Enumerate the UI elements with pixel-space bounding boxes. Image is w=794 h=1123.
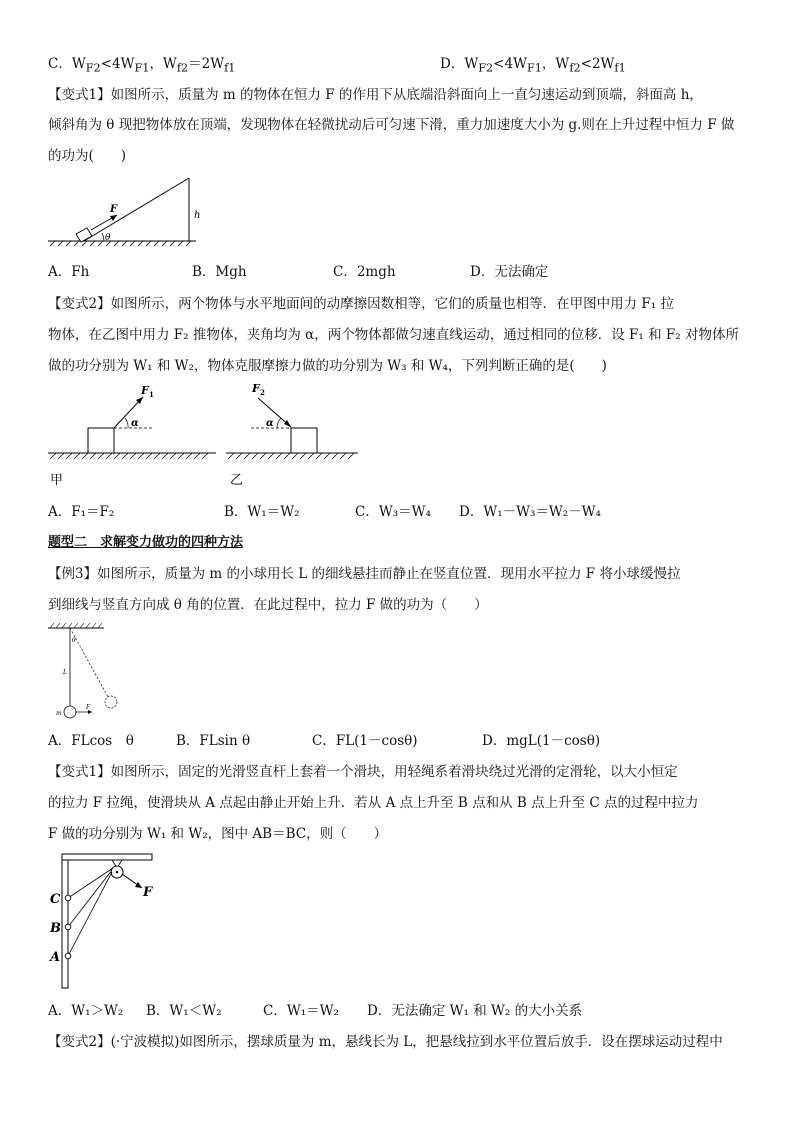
v1-opt-d: D．无法确定 — [470, 264, 549, 280]
ex3-line2: 到细线与竖直方向成 θ 角的位置．在此过程中，拉力 F 做的功为（ ） — [48, 597, 488, 613]
ex3-opt-a: A．FLcos θ — [48, 733, 134, 749]
label-F2-sub: 2 — [260, 388, 265, 397]
v1-line1: 【变式1】如图所示，质量为 m 的物体在恒力 F 的作用下从底端沿斜面向上一直匀速运动到顶端，斜面高 h， — [48, 87, 703, 103]
block-jia — [88, 428, 114, 453]
v3-opt-c: C．W₁＝W₂ — [263, 1003, 339, 1019]
v2-line3: 做的功分别为 W₁ 和 W₂，物体克服摩擦力做的功分别为 W₃ 和 W₄，下列判断正确的是( ) — [48, 358, 607, 374]
label-F: F — [86, 704, 91, 711]
v2-line2: 物体，在乙图中用力 F₂ 推物体，夹角均为 α，两个物体都做匀速直线运动，通过相同的位移．设 F₁ 和 F₂ 对物体所 — [48, 327, 739, 343]
v2-opt-a: A．F₁＝F₂ — [48, 504, 115, 520]
v4-line1: 【变式2】(·宁波模拟)如图所示，摆球质量为 m，悬线长为 L，把悬线拉到水平位置后放手．设在摆球运动过程中 — [48, 1034, 723, 1050]
label-jia: 甲 — [50, 473, 64, 488]
label-F2: F — [252, 382, 260, 395]
label-F: F — [143, 885, 153, 900]
v1-opt-a: A．Fh — [48, 264, 90, 280]
v3-opt-b: B．W₁＜W₂ — [146, 1003, 222, 1019]
v3-line1: 【变式1】如图所示，固定的光滑竖直杆上套着一个滑块，用轻绳系着滑块绕过光滑的定滑轮，以大小恒定 — [48, 764, 678, 780]
ex3-opt-b: B．FLsin θ — [176, 733, 251, 749]
push-pull-figure — [46, 380, 376, 492]
ball-displaced — [105, 696, 117, 708]
label-h: h — [194, 210, 201, 221]
label-F1-sub: 1 — [149, 390, 154, 399]
pulley-figure — [46, 848, 166, 994]
label-theta: θ — [72, 637, 76, 644]
label-L: L — [63, 669, 67, 676]
v2-opt-d: D．W₁－W₃＝W₂－W₄ — [459, 504, 601, 520]
label-yi: 乙 — [230, 473, 244, 488]
label-A: A — [50, 950, 61, 965]
v2-opt-c: C．W₃＝W₄ — [355, 504, 431, 520]
v1-line2: 倾斜角为 θ 现把物体放在顶端，发现物体在轻微扰动后可匀速下滑，重力加速度大小为 g.则在上升过程中恒力 F 做 — [48, 117, 735, 133]
v3-opt-d: D．无法确定 W₁ 和 W₂ 的大小关系 — [367, 1003, 583, 1019]
v3-line3: F 做的功分别为 W₁ 和 W₂，图中 AB＝BC，则（ ） — [48, 826, 388, 842]
ex3-opt-d: D．mgL(1－cosθ) — [482, 733, 601, 749]
v3-line2: 的拉力 F 拉绳，使滑块从 A 点起由静止开始上升．若从 A 点上升至 B 点和从 B 点上升至 C 点的过程中拉力 — [48, 795, 699, 811]
v3-opt-a: A．W₁＞W₂ — [48, 1003, 124, 1019]
ex3-line1: 【例3】如图所示，质量为 m 的小球用长 L 的细线悬挂而静止在竖直位置．现用水平拉力 F 将小球缓慢拉 — [48, 566, 681, 582]
label-F1: F — [141, 384, 149, 397]
section-title: 题型二 求解变力做功的四种方法 — [48, 535, 244, 550]
block-yi — [291, 428, 317, 453]
label-m: m — [56, 710, 62, 717]
label-alpha-jia: α — [131, 418, 139, 429]
v1-line3: 的功为( ) — [48, 148, 127, 164]
incline-figure — [46, 172, 206, 252]
label-B: B — [50, 921, 61, 936]
option-c-row1: C．$W_{F2}<4W_{F1}$，$W_{f2}=2W_{f1}$ — [48, 56, 236, 75]
label-C: C — [50, 892, 61, 907]
option-d-row1: D．$W_{F2}<4W_{F1}$，$W_{f2}<2W_{f1}$ — [440, 56, 626, 75]
pendulum-figure — [46, 622, 136, 722]
label-F: F — [110, 204, 118, 215]
v2-line1: 【变式2】如图所示，两个物体与水平地面间的动摩擦因数相等，它们的质量也相等．在甲图中用力 F₁ 拉 — [48, 296, 674, 312]
ex3-opt-c: C．FL(1－cosθ) — [312, 733, 418, 749]
ball — [64, 706, 76, 718]
v1-opt-b: B．Mgh — [192, 264, 247, 280]
label-alpha-yi: α — [266, 418, 274, 429]
v2-opt-b: B．W₁＝W₂ — [224, 504, 300, 520]
label-theta: θ — [105, 233, 111, 243]
block — [76, 228, 92, 242]
v1-opt-c: C．2mgh — [333, 264, 396, 280]
